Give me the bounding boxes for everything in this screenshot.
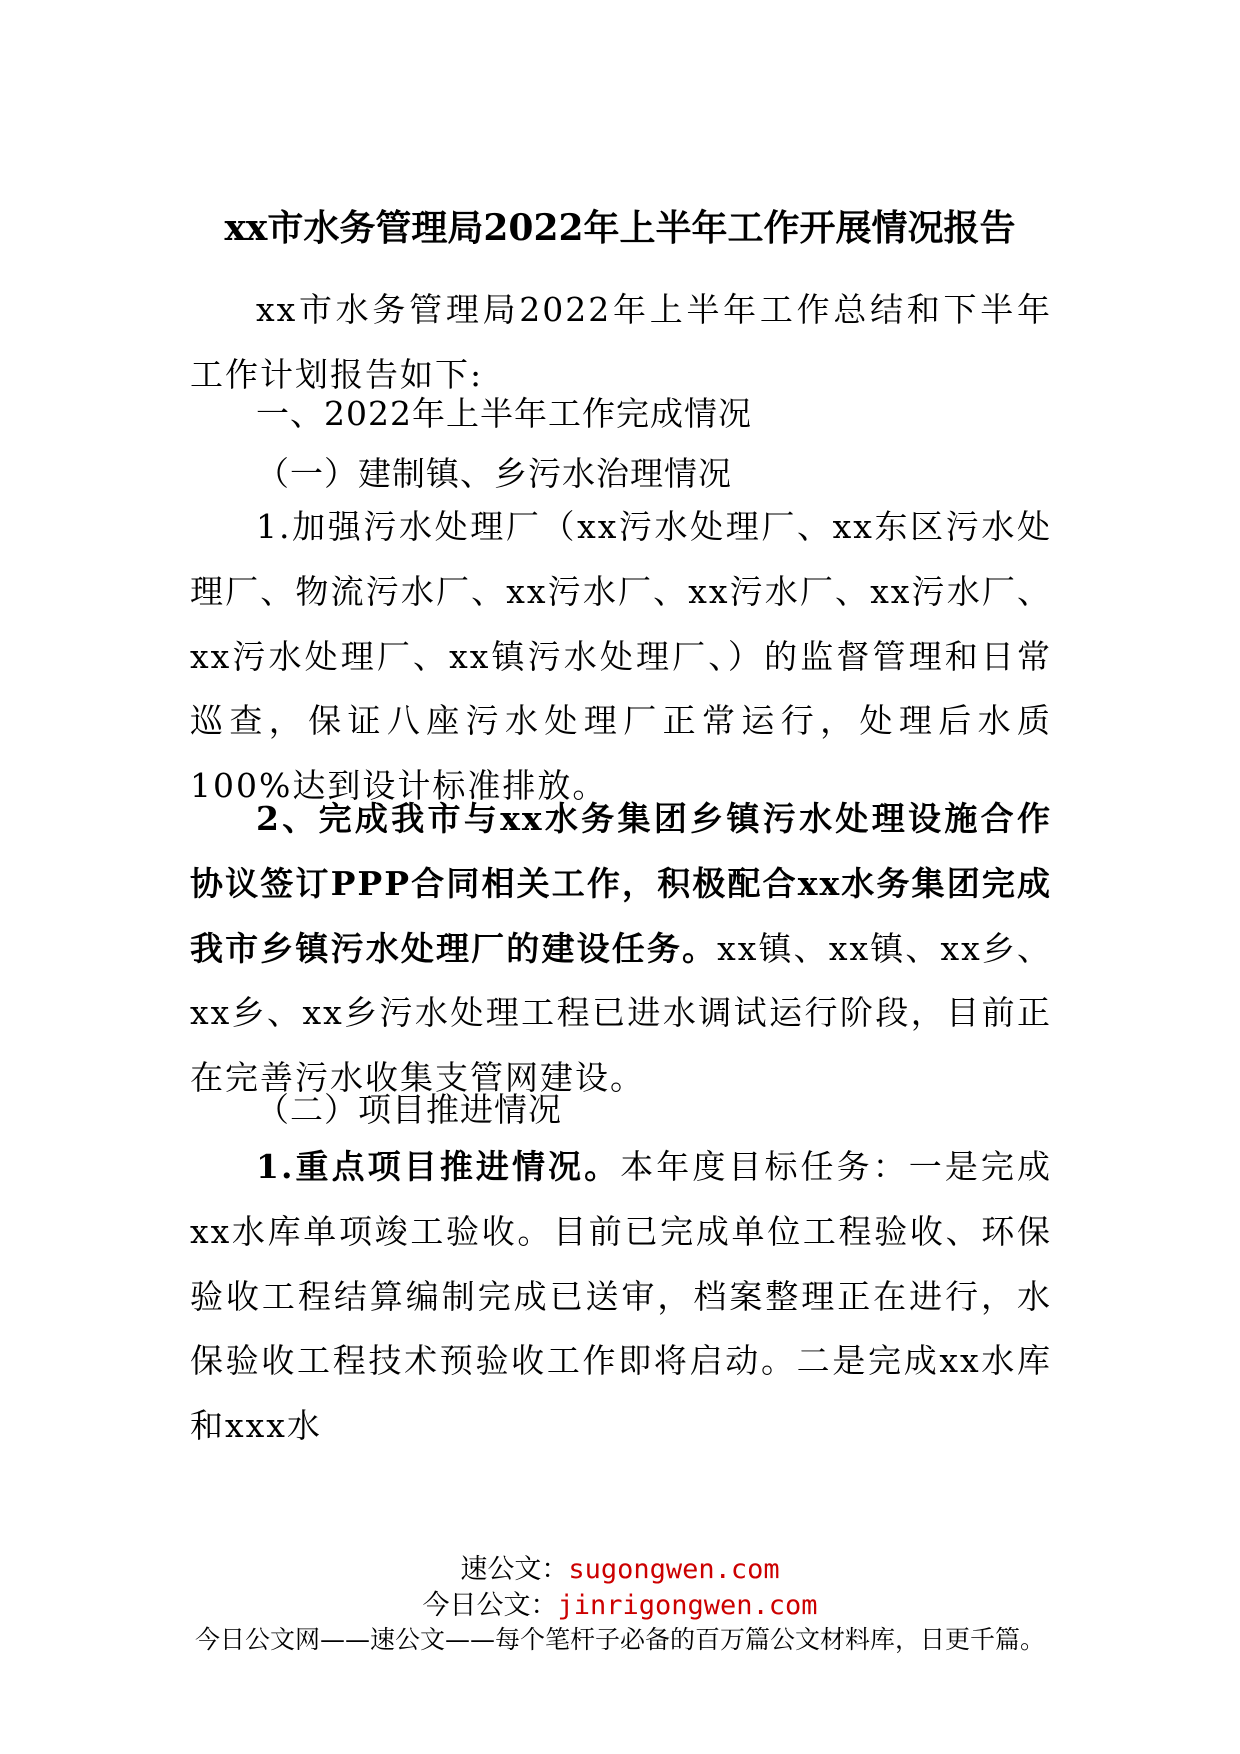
item-3-paragraph [190, 1135, 1052, 1459]
item-3-text: 本年度目标任务：一是完成xx水库单项竣工验收。目前已完成单位工程验收、环保验收工程结算编制完成已送审，档案整理正在进行，水保验收工程技术预验收工作即将启动。二是完成xx水库和xxx水 [190, 1147, 1052, 1446]
section-heading-1: 一、2022年上半年工作完成情况 [256, 394, 752, 433]
intro-text: xx市水务管理局2022年上半年工作总结和下半年工作计划报告如下: [190, 290, 1052, 394]
document-title: xx市水务管理局2022年上半年工作开展情况报告 [224, 207, 1016, 249]
footer-link-sugongwen[interactable]: sugongwen.com [568, 1554, 780, 1585]
item-2-paragraph [190, 787, 1052, 1111]
item-1-paragraph [190, 495, 1052, 819]
footer-line-2 [0, 1588, 1240, 1624]
item-1-text: 1.加强污水处理厂（xx污水处理厂、xx东区污水处理厂、物流污水厂、xx污水厂、xx污水厂、xx污水厂、xx污水处理厂、xx镇污水处理厂、）的监督管理和日常巡查，保证八座污水处理厂正常运行，处理后水质100%达到设计标准排放。 [190, 507, 1052, 806]
footer-label-2: 今日公文： [422, 1590, 558, 1621]
item-3-bold-text: 1.重点项目推进情况。 [256, 1147, 621, 1186]
item-2-bold-text: 2、完成我市与xx水务集团乡镇污水处理设施合作协议签订PPP合同相关工作，积极配合xx水务集团完成我市乡镇污水处理厂的建设任务。 [190, 799, 1052, 968]
footer-label-1: 速公文： [460, 1554, 569, 1585]
subsection-heading-1: （一）建制镇、乡污水治理情况 [256, 454, 732, 493]
subsection-heading-2: （二）项目推进情况 [256, 1090, 562, 1129]
footer-line-1 [0, 1552, 1240, 1588]
footer-tagline: 今日公文网——速公文——每个笔杆子必备的百万篇公文材料库，日更千篇。 [194, 1625, 1045, 1654]
footer-link-jinrigongwen[interactable]: jinrigongwen.com [557, 1590, 818, 1621]
item-2-text: xx镇、xx镇、xx乡、xx乡、xx乡污水处理工程已进水调试运行阶段，目前正在完善污水收集支管网建设。 [190, 928, 1052, 1098]
